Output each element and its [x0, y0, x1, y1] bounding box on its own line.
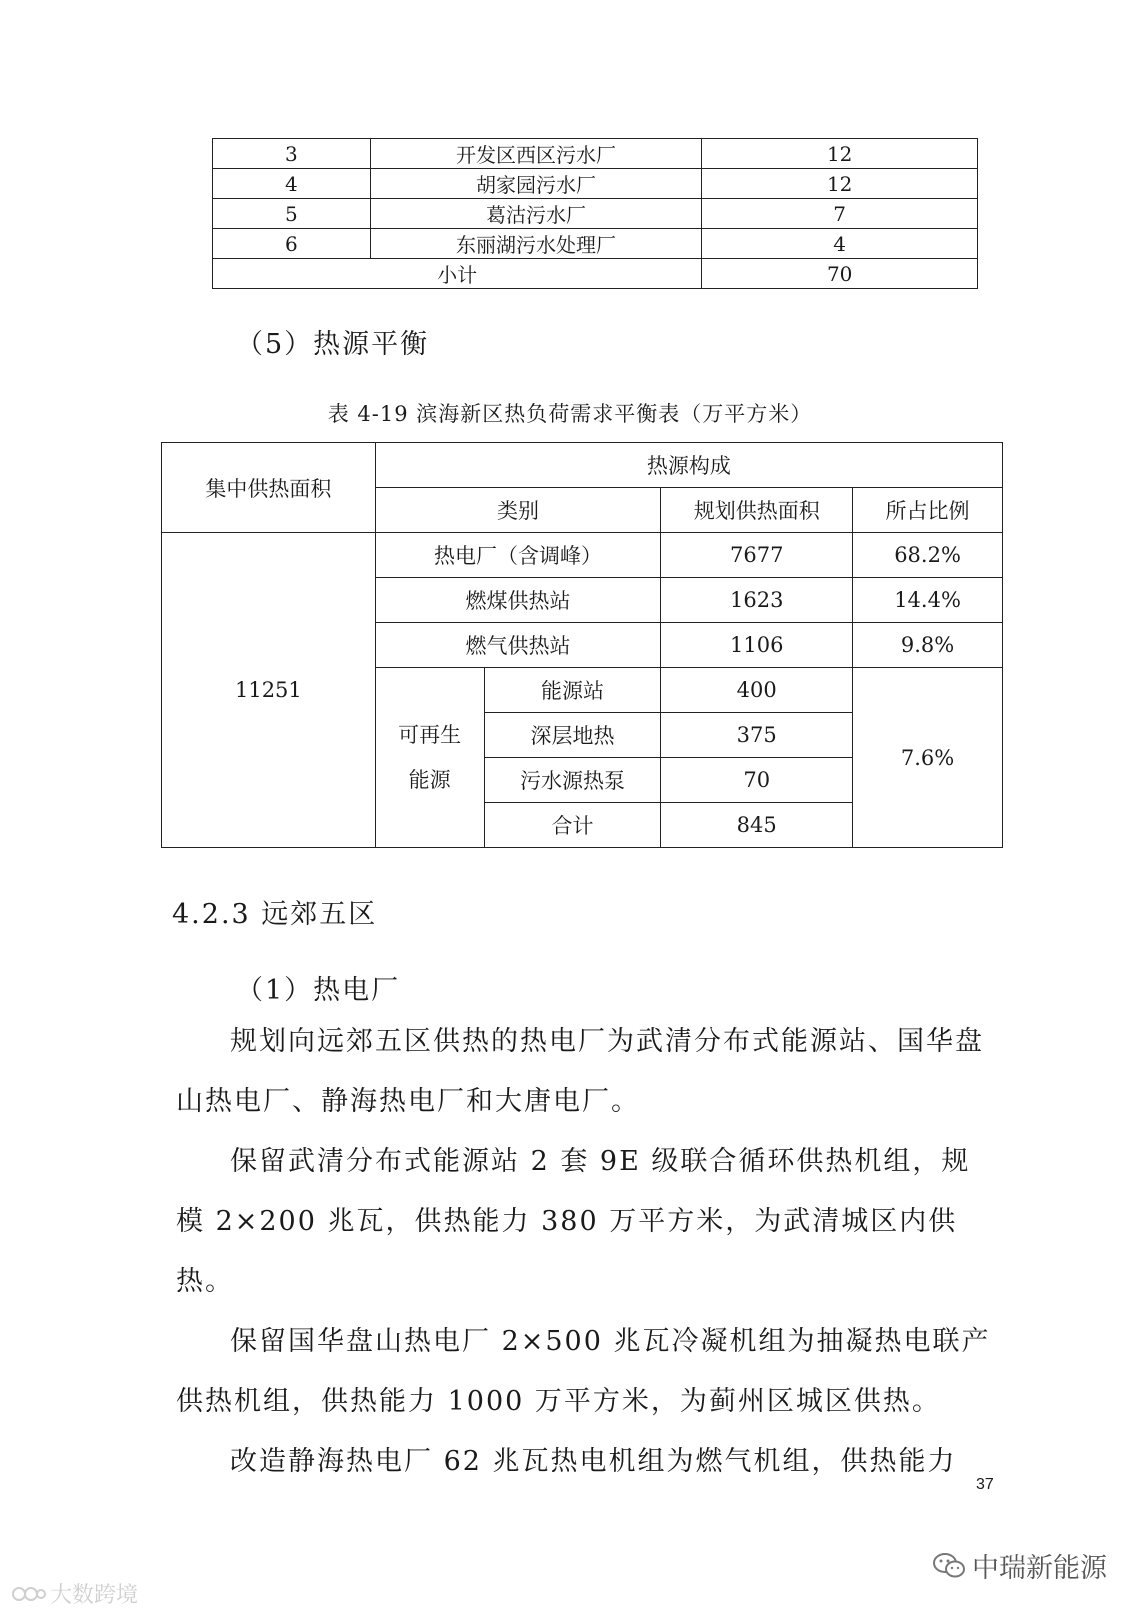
table-row	[213, 229, 978, 259]
plant-value: 12	[702, 139, 978, 169]
page-number: 37	[976, 1476, 994, 1493]
ratio-cell: 14.4%	[853, 578, 1003, 623]
plant-name: 东丽湖污水处理厂	[370, 229, 702, 259]
row-number: 3	[213, 139, 371, 169]
area-cell: 375	[661, 713, 853, 758]
table-row	[162, 533, 1003, 578]
plant-name: 葛沽污水厂	[370, 199, 702, 229]
watermark-left	[12, 1578, 138, 1609]
table-caption: 表 4-19 滨海新区热负荷需求平衡表（万平方米）	[327, 402, 813, 426]
body-text	[176, 1012, 996, 1492]
watermark-left-text: 大数跨境	[50, 1583, 139, 1608]
area-cell: 1106	[661, 623, 853, 668]
plant-value: 4	[702, 229, 978, 259]
category-cell: 合计	[484, 803, 661, 848]
header-row	[162, 443, 1003, 488]
subsection-heading-power-plant: （1）热电厂	[236, 975, 401, 1006]
row-number: 4	[213, 169, 371, 199]
plant-value: 7	[702, 199, 978, 229]
total-area-cell: 11251	[162, 533, 376, 848]
header-central-heating-area: 集中供热面积	[162, 443, 376, 533]
table-row	[213, 139, 978, 169]
area-cell: 7677	[661, 533, 853, 578]
ratio-cell: 9.8%	[853, 623, 1003, 668]
renewable-label-line2: 能源	[408, 767, 451, 792]
ratio-cell: 68.2%	[853, 533, 1003, 578]
plant-name: 胡家园污水厂	[370, 169, 702, 199]
area-cell: 400	[661, 668, 853, 713]
paragraph: 规划向远郊五区供热的热电厂为武清分布式能源站、国华盘山热电厂、静海热电厂和大唐电厂。	[176, 1026, 984, 1117]
paragraph: 改造静海热电厂 62 兆瓦热电机组为燃气机组，供热能力	[230, 1446, 957, 1477]
renewable-energy-cell	[375, 668, 484, 848]
area-cell: 1623	[661, 578, 853, 623]
watermark-right-text: 中瑞新能源	[972, 1553, 1107, 1584]
renewable-label-line1: 可再生	[398, 722, 462, 747]
header-ratio: 所占比例	[853, 488, 1003, 533]
category-cell: 燃气供热站	[375, 623, 661, 668]
table-row	[213, 199, 978, 229]
plant-name: 开发区西区污水厂	[370, 139, 702, 169]
section-heading-heat-balance: （5）热源平衡	[236, 329, 430, 360]
area-cell: 70	[661, 758, 853, 803]
treatment-plant-table	[212, 138, 978, 289]
row-number: 6	[213, 229, 371, 259]
header-planned-area: 规划供热面积	[661, 488, 853, 533]
category-cell: 深层地热	[484, 713, 661, 758]
category-cell: 热电厂（含调峰）	[375, 533, 661, 578]
paragraph: 保留国华盘山热电厂 2×500 兆瓦冷凝机组为抽凝热电联产供热机组，供热能力 1000 万平方米，为蓟州区城区供热。	[176, 1326, 991, 1417]
category-cell: 污水源热泵	[484, 758, 661, 803]
wechat-icon	[932, 1552, 966, 1580]
header-heat-source: 热源构成	[375, 443, 1002, 488]
subtotal-label: 小计	[213, 259, 702, 289]
subtotal-row	[213, 259, 978, 289]
category-cell: 燃煤供热站	[375, 578, 661, 623]
watermark-right	[932, 1546, 1107, 1585]
section-heading-outer-districts: 4.2.3 远郊五区	[172, 899, 378, 930]
row-number: 5	[213, 199, 371, 229]
table-row	[213, 169, 978, 199]
plant-value: 12	[702, 169, 978, 199]
area-cell: 845	[661, 803, 853, 848]
category-cell: 能源站	[484, 668, 661, 713]
watermark-logo-icon	[12, 1583, 46, 1605]
heat-balance-table	[161, 442, 1003, 848]
paragraph: 保留武清分布式能源站 2 套 9E 级联合循环供热机组，规模 2×200 兆瓦，供热能力 380 万平方米，为武清城区内供热。	[176, 1146, 971, 1297]
subtotal-value: 70	[702, 259, 978, 289]
header-category: 类别	[375, 488, 661, 533]
renewable-ratio-cell: 7.6%	[853, 668, 1003, 848]
